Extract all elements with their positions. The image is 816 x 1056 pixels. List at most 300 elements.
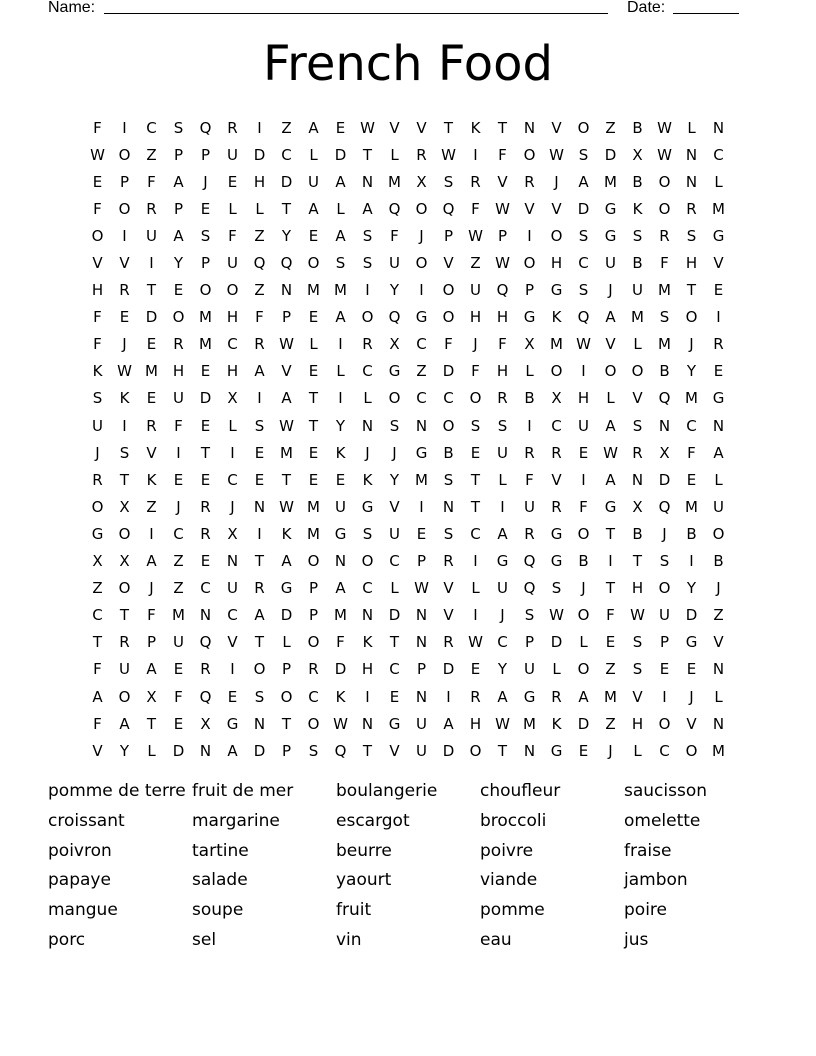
grid-letter[interactable]: S	[659, 552, 670, 571]
grid-letter[interactable]: U	[524, 497, 535, 516]
grid-letter[interactable]: O	[442, 281, 455, 300]
grid-letter[interactable]: O	[307, 714, 320, 733]
grid-letter[interactable]: G	[496, 552, 509, 571]
grid-letter[interactable]: C	[470, 524, 481, 543]
grid-letter[interactable]: F	[471, 362, 480, 381]
grid-letter[interactable]: Q	[334, 741, 347, 760]
grid-letter[interactable]: U	[146, 226, 157, 245]
grid-letter[interactable]: V	[443, 579, 454, 598]
grid-letter[interactable]: Q	[658, 389, 671, 408]
grid-letter[interactable]: H	[685, 254, 698, 273]
grid-letter[interactable]: V	[92, 254, 103, 273]
grid-letter[interactable]: M	[388, 172, 401, 191]
grid-letter[interactable]: J	[473, 335, 478, 354]
grid-letter[interactable]: C	[416, 389, 427, 408]
grid-letter[interactable]: F	[390, 226, 399, 245]
grid-letter[interactable]: A	[605, 470, 616, 489]
grid-letter[interactable]: F	[93, 308, 102, 327]
grid-letter[interactable]: Y	[335, 416, 346, 435]
grid-letter[interactable]: D	[199, 389, 212, 408]
grid-letter[interactable]: O	[658, 199, 671, 218]
grid-letter[interactable]: E	[173, 714, 184, 733]
grid-letter[interactable]: U	[119, 660, 130, 679]
grid-letter[interactable]: X	[632, 497, 643, 516]
grid-letter[interactable]: R	[200, 524, 211, 543]
grid-letter[interactable]: G	[388, 714, 401, 733]
grid-letter[interactable]: W	[333, 714, 348, 733]
grid-letter[interactable]: F	[93, 118, 102, 137]
grid-letter[interactable]: Q	[199, 687, 212, 706]
grid-letter[interactable]: K	[119, 389, 130, 408]
grid-letter[interactable]: U	[470, 281, 481, 300]
grid-letter[interactable]: X	[119, 552, 130, 571]
grid-letter[interactable]: P	[416, 660, 427, 679]
grid-letter[interactable]: D	[334, 660, 347, 679]
grid-letter[interactable]: N	[712, 660, 725, 679]
grid-letter[interactable]: I	[122, 118, 127, 137]
grid-letter[interactable]: R	[659, 226, 670, 245]
grid-letter[interactable]: Z	[470, 254, 481, 273]
grid-letter[interactable]: O	[118, 687, 131, 706]
grid-letter[interactable]: E	[200, 470, 211, 489]
grid-letter[interactable]: H	[91, 281, 104, 300]
grid-letter[interactable]: B	[632, 118, 643, 137]
grid-letter[interactable]: U	[497, 443, 508, 462]
grid-letter[interactable]: F	[147, 172, 156, 191]
grid-letter[interactable]: R	[470, 172, 481, 191]
grid-letter[interactable]: R	[254, 335, 265, 354]
grid-letter[interactable]: F	[93, 199, 102, 218]
grid-letter[interactable]: J	[95, 443, 100, 462]
grid-letter[interactable]: C	[146, 118, 157, 137]
grid-letter[interactable]: H	[496, 362, 509, 381]
grid-letter[interactable]: M	[145, 362, 158, 381]
grid-letter[interactable]: S	[470, 416, 481, 435]
grid-letter[interactable]: E	[713, 281, 724, 300]
grid-letter[interactable]: J	[689, 335, 694, 354]
grid-letter[interactable]: F	[660, 254, 669, 273]
grid-letter[interactable]: Y	[119, 741, 130, 760]
grid-letter[interactable]: B	[659, 362, 670, 381]
grid-letter[interactable]: L	[390, 579, 399, 598]
grid-letter[interactable]: B	[578, 552, 589, 571]
grid-letter[interactable]: Q	[280, 254, 293, 273]
grid-letter[interactable]: S	[578, 226, 589, 245]
grid-letter[interactable]: E	[200, 362, 211, 381]
grid-letter[interactable]: I	[257, 118, 262, 137]
grid-letter[interactable]: Q	[199, 633, 212, 652]
grid-letter[interactable]: S	[119, 443, 130, 462]
grid-letter[interactable]: G	[685, 633, 698, 652]
grid-letter[interactable]: O	[550, 362, 563, 381]
grid-letter[interactable]: O	[118, 524, 131, 543]
grid-letter[interactable]: O	[415, 254, 428, 273]
grid-letter[interactable]: M	[685, 389, 698, 408]
grid-letter[interactable]: U	[335, 497, 346, 516]
grid-letter[interactable]: A	[308, 118, 319, 137]
grid-letter[interactable]: I	[419, 281, 424, 300]
grid-letter[interactable]: J	[608, 281, 613, 300]
grid-letter[interactable]: M	[415, 470, 428, 489]
grid-letter[interactable]: G	[361, 497, 374, 516]
grid-letter[interactable]: T	[605, 524, 616, 543]
grid-letter[interactable]: N	[415, 633, 428, 652]
grid-letter[interactable]: Z	[173, 579, 184, 598]
grid-letter[interactable]: E	[146, 389, 157, 408]
grid-letter[interactable]: E	[92, 172, 103, 191]
grid-letter[interactable]: C	[362, 362, 373, 381]
grid-letter[interactable]: A	[605, 308, 616, 327]
grid-letter[interactable]: X	[389, 335, 400, 354]
grid-letter[interactable]: K	[362, 470, 373, 489]
grid-letter[interactable]: I	[581, 470, 586, 489]
grid-letter[interactable]: V	[713, 633, 724, 652]
grid-letter[interactable]: E	[254, 443, 265, 462]
grid-letter[interactable]: U	[389, 524, 400, 543]
grid-letter[interactable]: C	[551, 416, 562, 435]
grid-letter[interactable]: E	[308, 226, 319, 245]
grid-letter[interactable]: O	[577, 524, 590, 543]
grid-letter[interactable]: B	[632, 172, 643, 191]
grid-letter[interactable]: L	[309, 335, 318, 354]
grid-letter[interactable]: L	[228, 416, 237, 435]
grid-letter[interactable]: K	[470, 118, 481, 137]
grid-letter[interactable]: H	[361, 660, 374, 679]
grid-letter[interactable]: Z	[254, 281, 265, 300]
grid-letter[interactable]: A	[119, 714, 130, 733]
grid-letter[interactable]: B	[713, 552, 724, 571]
grid-letter[interactable]: I	[446, 687, 451, 706]
grid-letter[interactable]: Q	[199, 118, 212, 137]
grid-letter[interactable]: C	[443, 389, 454, 408]
grid-letter[interactable]: L	[714, 687, 723, 706]
grid-letter[interactable]: S	[200, 226, 211, 245]
grid-letter[interactable]: X	[551, 389, 562, 408]
grid-letter[interactable]: L	[552, 660, 561, 679]
grid-letter[interactable]: G	[712, 389, 725, 408]
grid-letter[interactable]: W	[117, 362, 132, 381]
grid-letter[interactable]: A	[254, 362, 265, 381]
grid-letter[interactable]: V	[146, 443, 157, 462]
grid-letter[interactable]: E	[173, 470, 184, 489]
grid-letter[interactable]: R	[524, 172, 535, 191]
grid-letter[interactable]: C	[389, 552, 400, 571]
grid-letter[interactable]: V	[389, 741, 400, 760]
grid-letter[interactable]: O	[658, 579, 671, 598]
grid-letter[interactable]: G	[550, 741, 563, 760]
grid-letter[interactable]: R	[686, 199, 697, 218]
grid-letter[interactable]: V	[551, 199, 562, 218]
grid-letter[interactable]: O	[118, 145, 131, 164]
grid-letter[interactable]: C	[227, 470, 238, 489]
grid-letter[interactable]: M	[604, 172, 617, 191]
grid-letter[interactable]: N	[199, 741, 212, 760]
grid-letter[interactable]: V	[632, 389, 643, 408]
grid-letter[interactable]: Z	[281, 118, 292, 137]
grid-letter[interactable]: I	[581, 362, 586, 381]
grid-letter[interactable]: D	[253, 145, 266, 164]
grid-letter[interactable]: X	[227, 524, 238, 543]
grid-letter[interactable]: Z	[416, 362, 427, 381]
grid-letter[interactable]: O	[118, 579, 131, 598]
grid-letter[interactable]: N	[685, 145, 698, 164]
grid-letter[interactable]: Q	[388, 199, 401, 218]
grid-letter[interactable]: Q	[523, 579, 536, 598]
grid-letter[interactable]: S	[632, 633, 643, 652]
grid-letter[interactable]: M	[631, 308, 644, 327]
grid-letter[interactable]: J	[230, 497, 235, 516]
grid-letter[interactable]: W	[279, 416, 294, 435]
grid-letter[interactable]: W	[495, 714, 510, 733]
grid-letter[interactable]: D	[604, 145, 617, 164]
grid-letter[interactable]: W	[90, 145, 105, 164]
grid-letter[interactable]: Q	[523, 552, 536, 571]
grid-letter[interactable]: K	[92, 362, 103, 381]
grid-letter[interactable]: R	[443, 633, 454, 652]
grid-letter[interactable]: S	[551, 579, 562, 598]
grid-letter[interactable]: F	[525, 470, 534, 489]
grid-letter[interactable]: E	[308, 470, 319, 489]
grid-letter[interactable]: O	[658, 172, 671, 191]
grid-letter[interactable]: T	[470, 470, 481, 489]
grid-letter[interactable]: N	[415, 687, 428, 706]
grid-letter[interactable]: M	[307, 497, 320, 516]
grid-letter[interactable]: S	[524, 606, 535, 625]
grid-letter[interactable]: P	[416, 552, 427, 571]
grid-letter[interactable]: R	[551, 443, 562, 462]
grid-letter[interactable]: O	[442, 308, 455, 327]
grid-letter[interactable]: I	[230, 443, 235, 462]
grid-letter[interactable]: E	[173, 281, 184, 300]
grid-letter[interactable]: N	[361, 606, 374, 625]
grid-letter[interactable]: O	[469, 389, 482, 408]
grid-letter[interactable]: P	[524, 281, 535, 300]
grid-letter[interactable]: D	[253, 741, 266, 760]
grid-letter[interactable]: Z	[713, 606, 724, 625]
grid-letter[interactable]: T	[281, 470, 292, 489]
grid-letter[interactable]: Y	[497, 660, 508, 679]
grid-letter[interactable]: U	[524, 660, 535, 679]
grid-letter[interactable]: O	[685, 741, 698, 760]
grid-letter[interactable]: E	[416, 524, 427, 543]
grid-letter[interactable]: P	[443, 226, 454, 245]
grid-letter[interactable]: R	[470, 687, 481, 706]
grid-letter[interactable]: N	[523, 118, 536, 137]
grid-letter[interactable]: O	[388, 389, 401, 408]
grid-letter[interactable]: M	[172, 606, 185, 625]
grid-letter[interactable]: A	[335, 226, 346, 245]
grid-letter[interactable]: Q	[577, 308, 590, 327]
grid-letter[interactable]: C	[578, 254, 589, 273]
grid-letter[interactable]: R	[524, 443, 535, 462]
grid-letter[interactable]: E	[200, 552, 211, 571]
grid-letter[interactable]: I	[473, 552, 478, 571]
grid-letter[interactable]: L	[633, 335, 642, 354]
grid-letter[interactable]: G	[604, 226, 617, 245]
grid-letter[interactable]: V	[551, 118, 562, 137]
grid-letter[interactable]: D	[442, 660, 455, 679]
grid-letter[interactable]: P	[659, 633, 670, 652]
grid-letter[interactable]: E	[470, 443, 481, 462]
grid-letter[interactable]: R	[551, 497, 562, 516]
grid-letter[interactable]: V	[551, 470, 562, 489]
grid-letter[interactable]: N	[415, 416, 428, 435]
grid-letter[interactable]: I	[473, 606, 478, 625]
grid-letter[interactable]: A	[173, 172, 184, 191]
grid-letter[interactable]: R	[146, 199, 157, 218]
grid-letter[interactable]: O	[442, 416, 455, 435]
grid-letter[interactable]: I	[527, 226, 532, 245]
grid-letter[interactable]: W	[576, 335, 591, 354]
grid-letter[interactable]: F	[336, 633, 345, 652]
grid-letter[interactable]: O	[577, 118, 590, 137]
grid-letter[interactable]: J	[689, 687, 694, 706]
grid-letter[interactable]: M	[523, 714, 536, 733]
grid-letter[interactable]: P	[200, 145, 211, 164]
grid-letter[interactable]: V	[713, 254, 724, 273]
grid-letter[interactable]: S	[443, 172, 454, 191]
grid-letter[interactable]: R	[92, 470, 103, 489]
grid-letter[interactable]: T	[470, 497, 481, 516]
grid-letter[interactable]: X	[119, 497, 130, 516]
grid-letter[interactable]: C	[281, 145, 292, 164]
grid-letter[interactable]: T	[443, 118, 454, 137]
grid-letter[interactable]: K	[551, 714, 562, 733]
grid-letter[interactable]: S	[308, 741, 319, 760]
grid-letter[interactable]: G	[415, 443, 428, 462]
grid-letter[interactable]: F	[471, 199, 480, 218]
grid-letter[interactable]: O	[631, 362, 644, 381]
grid-letter[interactable]: D	[172, 741, 185, 760]
grid-letter[interactable]: E	[335, 118, 346, 137]
grid-letter[interactable]: N	[712, 118, 725, 137]
grid-letter[interactable]: O	[577, 606, 590, 625]
grid-letter[interactable]: I	[176, 443, 181, 462]
grid-letter[interactable]: N	[334, 552, 347, 571]
grid-letter[interactable]: R	[254, 579, 265, 598]
grid-letter[interactable]: C	[227, 606, 238, 625]
grid-letter[interactable]: S	[443, 524, 454, 543]
grid-letter[interactable]: F	[174, 687, 183, 706]
grid-letter[interactable]: X	[416, 172, 427, 191]
grid-letter[interactable]: O	[712, 524, 725, 543]
grid-letter[interactable]: V	[686, 714, 697, 733]
grid-letter[interactable]: E	[605, 633, 616, 652]
grid-letter[interactable]: R	[713, 335, 724, 354]
grid-letter[interactable]: E	[578, 443, 589, 462]
grid-letter[interactable]: W	[279, 335, 294, 354]
grid-letter[interactable]: S	[92, 389, 103, 408]
grid-letter[interactable]: M	[658, 335, 671, 354]
grid-letter[interactable]: O	[91, 226, 104, 245]
grid-letter[interactable]: R	[443, 552, 454, 571]
grid-letter[interactable]: P	[173, 199, 184, 218]
grid-letter[interactable]: N	[361, 416, 374, 435]
grid-letter[interactable]: W	[657, 118, 672, 137]
grid-letter[interactable]: E	[308, 308, 319, 327]
grid-letter[interactable]: R	[551, 687, 562, 706]
grid-letter[interactable]: A	[308, 199, 319, 218]
grid-letter[interactable]: P	[173, 145, 184, 164]
grid-letter[interactable]: I	[608, 552, 613, 571]
grid-letter[interactable]: E	[119, 308, 130, 327]
grid-letter[interactable]: M	[307, 524, 320, 543]
grid-letter[interactable]: W	[603, 443, 618, 462]
grid-letter[interactable]: E	[146, 335, 157, 354]
grid-letter[interactable]: M	[307, 281, 320, 300]
grid-letter[interactable]: T	[146, 281, 157, 300]
grid-letter[interactable]: E	[254, 470, 265, 489]
grid-letter[interactable]: O	[307, 254, 320, 273]
grid-letter[interactable]: G	[334, 524, 347, 543]
grid-letter[interactable]: U	[173, 389, 184, 408]
grid-letter[interactable]: S	[362, 524, 373, 543]
grid-letter[interactable]: P	[146, 633, 157, 652]
grid-letter[interactable]: S	[254, 416, 265, 435]
grid-letter[interactable]: N	[253, 497, 266, 516]
grid-letter[interactable]: L	[147, 741, 156, 760]
grid-letter[interactable]: V	[416, 118, 427, 137]
grid-letter[interactable]: B	[686, 524, 697, 543]
grid-letter[interactable]: Z	[254, 226, 265, 245]
grid-letter[interactable]: K	[335, 443, 346, 462]
grid-letter[interactable]: E	[659, 660, 670, 679]
grid-letter[interactable]: O	[658, 714, 671, 733]
grid-letter[interactable]: R	[200, 660, 211, 679]
grid-letter[interactable]: U	[227, 145, 238, 164]
grid-letter[interactable]: A	[146, 660, 157, 679]
grid-letter[interactable]: C	[686, 416, 697, 435]
grid-letter[interactable]: D	[442, 362, 455, 381]
grid-letter[interactable]: O	[199, 281, 212, 300]
grid-letter[interactable]: X	[92, 552, 103, 571]
grid-letter[interactable]: L	[498, 470, 507, 489]
grid-letter[interactable]: M	[199, 335, 212, 354]
grid-letter[interactable]: D	[442, 741, 455, 760]
grid-letter[interactable]: V	[281, 362, 292, 381]
grid-letter[interactable]: R	[497, 389, 508, 408]
grid-letter[interactable]: A	[497, 687, 508, 706]
grid-letter[interactable]: F	[228, 226, 237, 245]
grid-letter[interactable]: F	[498, 335, 507, 354]
grid-letter[interactable]: E	[335, 470, 346, 489]
grid-letter[interactable]: J	[392, 443, 397, 462]
grid-letter[interactable]: W	[468, 633, 483, 652]
grid-letter[interactable]: A	[92, 687, 103, 706]
grid-letter[interactable]: W	[414, 579, 429, 598]
grid-letter[interactable]: V	[92, 741, 103, 760]
grid-letter[interactable]: I	[257, 524, 262, 543]
grid-letter[interactable]: Y	[389, 470, 400, 489]
grid-letter[interactable]: M	[712, 199, 725, 218]
grid-letter[interactable]: V	[443, 606, 454, 625]
grid-letter[interactable]: I	[230, 660, 235, 679]
grid-letter[interactable]: F	[174, 416, 183, 435]
grid-letter[interactable]: S	[578, 145, 589, 164]
grid-letter[interactable]: E	[686, 660, 697, 679]
grid-letter[interactable]: A	[362, 199, 373, 218]
grid-letter[interactable]: M	[550, 335, 563, 354]
grid-letter[interactable]: W	[468, 226, 483, 245]
grid-letter[interactable]: H	[226, 308, 239, 327]
grid-letter[interactable]: I	[149, 254, 154, 273]
grid-letter[interactable]: V	[389, 118, 400, 137]
grid-letter[interactable]: K	[281, 524, 292, 543]
grid-letter[interactable]: C	[389, 660, 400, 679]
grid-letter[interactable]: Q	[658, 497, 671, 516]
grid-letter[interactable]: U	[227, 579, 238, 598]
grid-letter[interactable]: L	[687, 118, 696, 137]
